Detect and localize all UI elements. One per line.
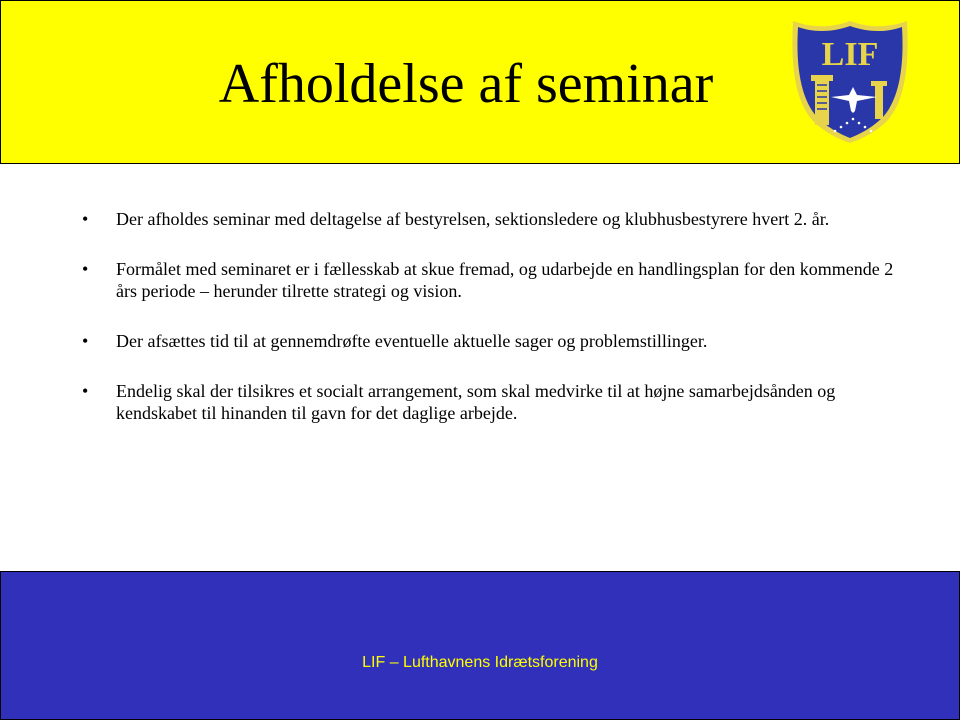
lif-shield-logo-icon — [791, 19, 909, 145]
bullet-text: Der afsættes tid til at gennemdrøfte eventuelle aktuelle sager og problemstillinger. — [116, 331, 708, 351]
footer-banner — [0, 571, 960, 720]
bullet-text: Endelig skal der tilsikres et socialt arrangement, som skal medvirke til at højne samarbejdsånden og kendskabet til hinanden til gavn for det daglige arbejde. — [116, 381, 836, 423]
bullet-marker: • — [82, 259, 89, 279]
bullet-item — [78, 208, 908, 230]
header-banner — [0, 0, 960, 164]
bullet-list — [78, 208, 908, 424]
bullet-marker: • — [82, 381, 89, 401]
bullet-text: Formålet med seminaret er i fællesskab at skue fremad, og udarbejde en handlingsplan for den kommende 2 års periode – herunder tilrette strategi og vision. — [116, 259, 894, 301]
bullet-marker: • — [82, 209, 89, 229]
bullet-item — [78, 380, 908, 424]
bullet-item — [78, 258, 908, 302]
bullet-text: Der afholdes seminar med deltagelse af bestyrelsen, sektionsledere og klubhusbestyrere hvert 2. år. — [116, 209, 830, 229]
bullet-marker: • — [82, 331, 89, 351]
slide-content — [78, 208, 908, 452]
footer-text: LIF – Lufthavnens Idrætsforening — [362, 654, 598, 671]
svg-text:LIF: LIF — [821, 36, 879, 73]
slide-title: Afholdelse af seminar — [218, 53, 714, 115]
bullet-item — [78, 330, 908, 352]
